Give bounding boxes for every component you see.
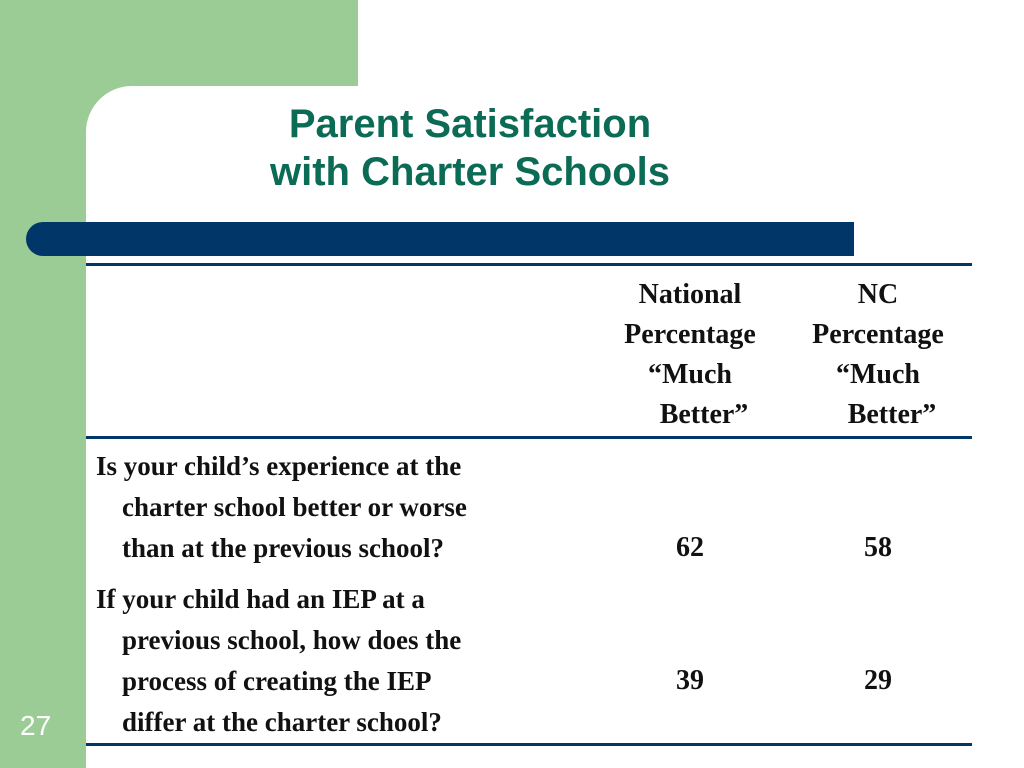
question-line: If your child had an IEP at a <box>96 584 425 614</box>
column-header-line: Percentage <box>624 319 756 350</box>
question-line: differ at the charter school? <box>122 707 442 737</box>
question-line: process of creating the IEP <box>122 666 432 696</box>
column-header-line: Better” <box>847 399 937 430</box>
question-line: than at the previous school? <box>122 533 445 563</box>
table-cell-nc: 58 <box>864 532 892 563</box>
table-row-question <box>96 446 566 569</box>
question-line: charter school better or worse <box>122 492 467 522</box>
table-cell-national: 39 <box>676 665 704 696</box>
column-header-line: “Much <box>648 359 732 390</box>
table-cell-national: 62 <box>676 532 704 563</box>
table-cell-nc: 29 <box>864 665 892 696</box>
slide-title-line-1: Parent Satisfaction <box>288 102 652 146</box>
slide-number: 27 <box>20 710 52 741</box>
column-header-nc <box>788 275 968 435</box>
slide-title-line-2: with Charter Schools <box>269 150 671 194</box>
column-header-line: National <box>638 279 742 310</box>
question-line: previous school, how does the <box>122 625 462 655</box>
slide-title <box>200 100 740 196</box>
column-header-line: “Much <box>836 359 920 390</box>
table-row-question <box>96 579 566 743</box>
column-header-line: Percentage <box>812 319 944 350</box>
table-bottom-rule <box>86 743 972 746</box>
column-header-national <box>600 275 780 435</box>
title-underline-bar <box>26 222 854 256</box>
question-line: Is your child’s experience at the <box>96 451 462 481</box>
column-header-line: Better” <box>659 399 749 430</box>
table-top-rule <box>86 263 972 266</box>
table-header-rule <box>86 436 972 439</box>
column-header-line: NC <box>857 279 899 310</box>
